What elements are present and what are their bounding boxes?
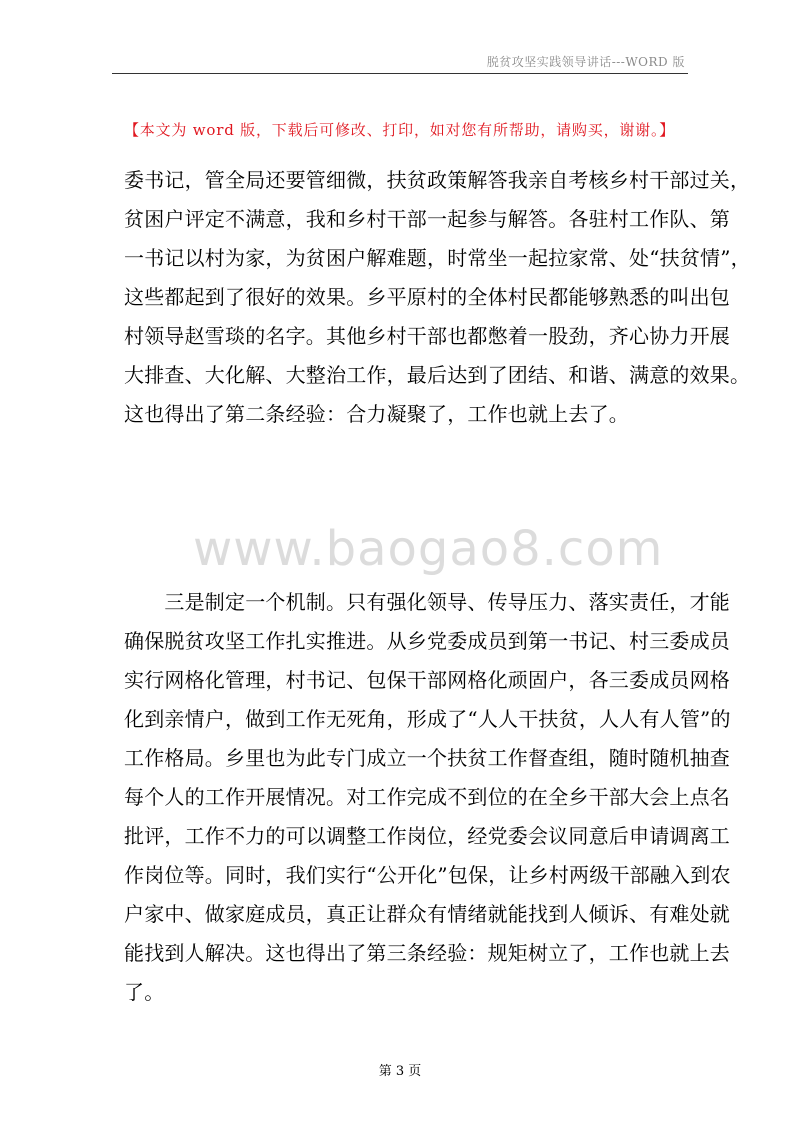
header-divider	[112, 73, 688, 74]
paragraph-line: 能找到人解决。这也得出了第三条经验：规矩树立了，工作也就上去	[124, 941, 730, 965]
paragraph-line: 实行网格化管理，村书记、包保干部网格化顽固户，各三委成员网格	[124, 668, 730, 692]
paragraph-line: 这也得出了第二条经验：合力凝聚了，工作也就上去了。	[124, 402, 629, 426]
paragraph-line: 确保脱贫攻坚工作扎实推进。从乡党委成员到第一书记、村三委成员	[124, 629, 730, 653]
paragraph-line: 三是制定一个机制。只有强化领导、传导压力、落实责任，才能	[124, 590, 730, 614]
paragraph-line: 贫困户评定不满意，我和乡村干部一起参与解答。各驻村工作队、第	[124, 207, 730, 231]
paragraph-line: 户家中、做家庭成员，真正让群众有情绪就能找到人倾诉、有难处就	[124, 902, 730, 926]
paragraph-line: 批评，工作不力的可以调整工作岗位，经党委会议同意后申请调离工	[124, 824, 730, 848]
body-paragraph	[124, 161, 751, 434]
paragraph-line: 作岗位等。同时，我们实行“公开化”包保，让乡村两级干部融入到农	[124, 863, 731, 887]
download-notice: 【本文为 word 版，下载后可修改、打印，如对您有所帮助，请购买，谢谢。】	[124, 121, 676, 139]
paragraph-line: 工作格局。乡里也为此专门成立一个扶贫工作督查组，随时随机抽查	[124, 746, 730, 770]
paragraph-line: 了。	[124, 980, 165, 1004]
paragraph-line: 化到亲情户，做到工作无死角，形成了“人人干扶贫，人人有人管”的	[124, 707, 731, 731]
body-paragraph	[124, 583, 731, 1012]
paragraph-line: 大排查、大化解、大整治工作，最后达到了团结、和谐、满意的效果。	[124, 363, 751, 387]
paragraph-line: 一书记以村为家，为贫困户解难题，时常坐一起拉家常、处“扶贫情”，	[124, 246, 751, 270]
paragraph-line: 这些都起到了很好的效果。乡平原村的全体村民都能够熟悉的叫出包	[124, 285, 730, 309]
paragraph-line: 村领导赵雪琰的名字。其他乡村干部也都憋着一股劲，齐心协力开展	[124, 324, 730, 348]
paragraph-line: 每个人的工作开展情况。对工作完成不到位的在全乡干部大会上点名	[124, 785, 730, 809]
running-header: 脱贫攻坚实践领导讲话---WORD 版	[486, 55, 685, 69]
page-number: 第 3 页	[378, 1064, 422, 1079]
paragraph-line: 委书记，管全局还要管细微，扶贫政策解答我亲自考核乡村干部过关，	[124, 168, 751, 192]
watermark: www.baogao8.com	[193, 521, 664, 577]
